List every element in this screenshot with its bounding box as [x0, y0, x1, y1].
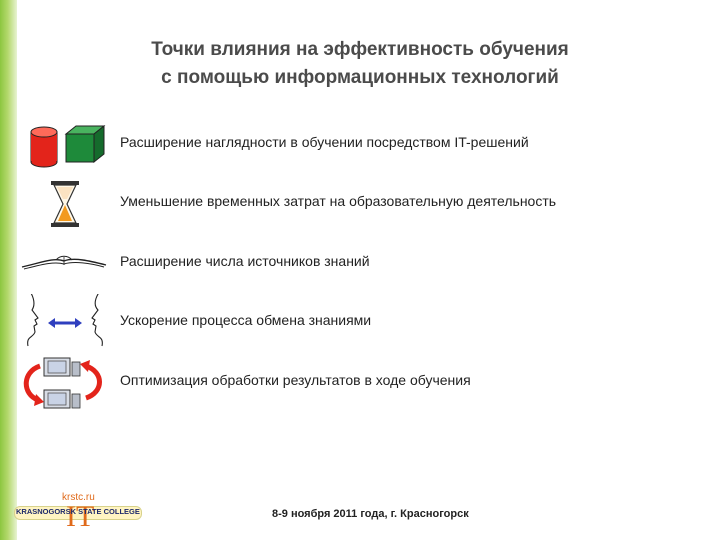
- cylinder-cube-icon: [20, 116, 112, 174]
- hourglass-icon: [20, 175, 112, 233]
- left-accent-bar: [0, 0, 17, 540]
- footer-date: 8-9 ноября 2011 года, г. Красногорск: [272, 508, 469, 520]
- item-label: Расширение числа источников знаний: [120, 253, 370, 269]
- title-line-1: Точки влияния на эффективность обучения: [151, 39, 569, 60]
- cycle-computers-icon: [20, 354, 112, 412]
- list-item-visual-clarity: [20, 116, 710, 174]
- college-logo: [14, 488, 144, 534]
- list-item-results-processing: [20, 354, 710, 412]
- list-item-time-reduction: [20, 175, 710, 233]
- item-label: Ускорение процесса обмена знаниями: [120, 312, 372, 328]
- list-item-knowledge-exchange: [20, 294, 710, 352]
- item-label: Уменьшение временных затрат на образовательную деятельность: [120, 193, 557, 209]
- logo-it: IT: [66, 500, 95, 533]
- item-label: Оптимизация обработки результатов в ходе обучения: [120, 372, 471, 388]
- item-label: Расширение наглядности в обучении посредством IT-решений: [120, 134, 529, 150]
- logo-college-name: KRASNOGORSK STATE COLLEGE: [16, 507, 140, 516]
- title-line-2: с помощью информационных технологий: [161, 67, 559, 88]
- logo-site: krstc.ru: [62, 492, 95, 503]
- open-book-icon: [20, 235, 112, 293]
- faces-exchange-icon: [20, 294, 112, 352]
- list-item-knowledge-sources: [20, 235, 710, 293]
- slide-title: [40, 36, 680, 92]
